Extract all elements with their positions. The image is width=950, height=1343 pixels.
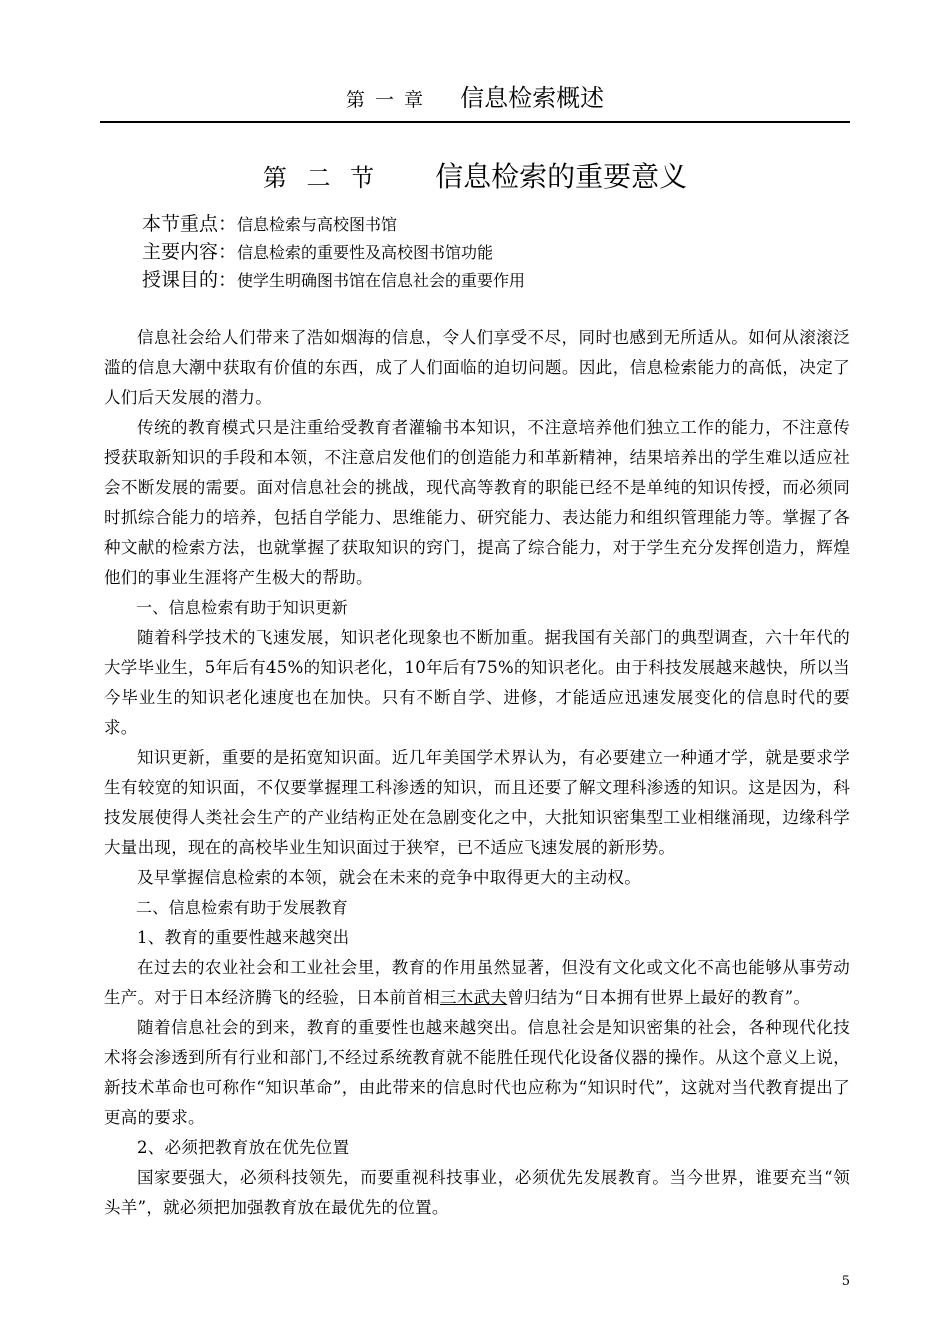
paragraph xyxy=(104,953,850,1013)
section-title xyxy=(0,155,950,195)
paragraph: 传统的教育模式只是注重给受教育者灌输书本知识，不注意培养他们独立工作的能力，不注意传授获取新知识的手段和本领，不注意启发他们的创造能力和革新精神，结果培养出的学生难以适应社会不断发展的需要。面对信息社会的挑战，现代高等教育的职能已经不是单纯的知识传授，而必须同时抓综合能力的培养，包括自学能力、思维能力、研究能力、表达能力和组织管理能力等。掌握了各种文献的检索方法，也就掌握了获取知识的窍门，提高了综合能力，对于学生充分发挥创造力，辉煌他们的事业生涯将产生极大的帮助。 xyxy=(104,418,850,587)
meta-value: 信息检索的重要性及高校图书馆功能 xyxy=(237,243,494,262)
paragraph: 国家要强大，必须科技领先，而要重视科技事业，必须优先发展教育。当今世界，谁要充当“领头羊”，就必须把加强教育放在最优先的位置。 xyxy=(104,1168,850,1217)
paragraph: 信息社会给人们带来了浩如烟海的信息，令人们享受不尽，同时也感到无所适从。如何从滚滚泛滥的信息大潮中获取有价值的东西，成了人们面临的迫切问题。因此，信息检索能力的高低，决定了人们后天发展的潜力。 xyxy=(104,328,850,407)
underlined-name: 三木武夫 xyxy=(440,988,508,1007)
meta-row-purpose xyxy=(142,266,525,294)
subsection-heading: 一、信息检索有助于知识更新 xyxy=(136,598,348,617)
paragraph: 知识更新，重要的是拓宽知识面。近几年美国学术界认为，有必要建立一种通才学，就是要求学生有较宽的知识面，不仅要掌握理工科渗透的知识，而且还要了解文理科渗透的知识。这是因为，科技发展使得人类社会生产的产业结构正处在急剧变化之中，大批知识密集型工业相继涌现，边缘科学大量出现，现在的高校毕业生知识面过于狭窄，已不适应飞速发展的新形势。 xyxy=(104,748,850,857)
chapter-title: 信息检索概述 xyxy=(460,84,605,112)
section-meta xyxy=(142,210,525,294)
numbered-heading: 2、必须把教育放在优先位置 xyxy=(137,1138,350,1157)
paragraph: 随着信息社会的到来，教育的重要性也越来越突出。信息社会是知识密集的社会，各种现代化技术将会渗透到所有行业和部门,不经过系统教育就不能胜任现代化设备仪器的操作。从这个意义上说，新技术革命也可称作“知识革命”，由此带来的信息时代也应称为“知识时代”，这就对当代教育提出了更高的要求。 xyxy=(104,1018,850,1127)
body-text xyxy=(104,323,850,1223)
paragraph: 及早掌握信息检索的本领，就会在未来的竞争中取得更大的主动权。 xyxy=(137,868,641,887)
paragraph-text: 在过去的农业社会和工业社会里，教育的作用虽然显著，但没有文化或文化不高也能够从事劳动生产。对于日本经济腾飞的经验，日本前首相 xyxy=(104,958,850,1007)
meta-label: 授课目的： xyxy=(142,269,238,291)
meta-label: 主要内容： xyxy=(142,241,238,263)
numbered-heading: 1、教育的重要性越来越突出 xyxy=(137,928,350,947)
subsection-heading: 二、信息检索有助于发展教育 xyxy=(136,898,348,917)
section-name: 信息检索的重要意义 xyxy=(435,160,688,193)
meta-label: 本节重点： xyxy=(142,213,238,235)
page-number: 5 xyxy=(841,1274,850,1289)
meta-value: 使学生明确图书馆在信息社会的重要作用 xyxy=(237,271,526,290)
meta-row-focus xyxy=(142,210,525,238)
header-divider xyxy=(100,121,850,123)
chapter-header xyxy=(100,78,850,122)
section-number: 第 二 节 xyxy=(262,164,381,192)
meta-value: 信息检索与高校图书馆 xyxy=(237,215,398,234)
paragraph: 随着科学技术的飞速发展，知识老化现象也不断加重。据我国有关部门的典型调查，六十年代的大学毕业生，5年后有45%的知识老化，10年后有75%的知识老化。由于科技发展越来越快，所以当今毕业生的知识老化速度也在加快。只有不断自学、进修，才能适应迅速发展变化的信息时代的要求。 xyxy=(104,628,850,737)
chapter-number: 第 一 章 xyxy=(345,89,425,111)
meta-row-content xyxy=(142,238,525,266)
paragraph-text: 曾归结为“日本拥有世界上最好的教育”。 xyxy=(507,988,811,1007)
